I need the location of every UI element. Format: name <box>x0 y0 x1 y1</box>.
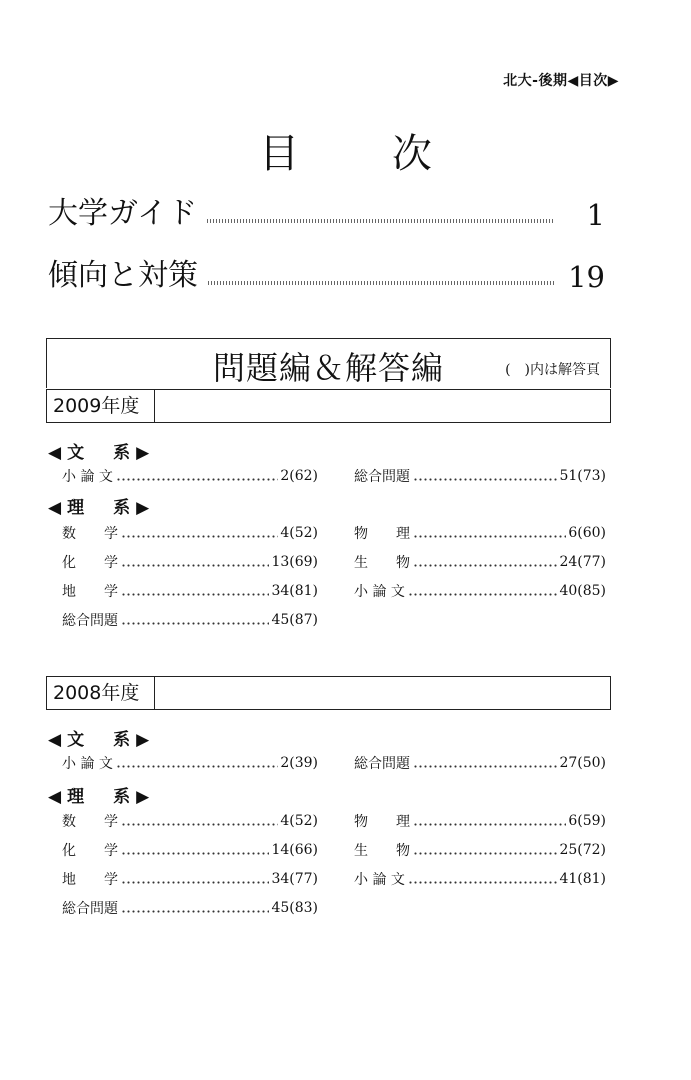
year-header-2009 <box>46 389 611 423</box>
entry-label: 総合問題 <box>62 901 118 917</box>
leader-dots <box>208 281 555 285</box>
toc-entry[interactable] <box>62 609 318 631</box>
toc-entry[interactable] <box>354 752 606 774</box>
entry-page: 6(59) <box>568 813 606 829</box>
entry-page: 51(73) <box>559 468 606 484</box>
leader-dots <box>408 881 558 884</box>
leader-dots <box>207 219 555 223</box>
leader-dots <box>413 823 566 826</box>
section-heading-humanities: ◀文 系▶ <box>48 730 156 750</box>
leader-dots <box>121 852 269 855</box>
toc-entry[interactable] <box>62 868 318 890</box>
toc-entry[interactable] <box>62 752 318 774</box>
toc-trends-page: 19 <box>568 260 605 294</box>
toc-entry[interactable] <box>354 580 606 602</box>
leader-dots <box>121 622 269 625</box>
toc-entry[interactable] <box>354 839 606 861</box>
toc-entry[interactable] <box>354 465 606 487</box>
year-label: 2008年度 <box>47 677 155 709</box>
entry-label: 物 理 <box>354 814 410 830</box>
toc-entry[interactable] <box>354 551 606 573</box>
toc-entry[interactable] <box>354 868 606 890</box>
leader-dots <box>121 881 269 884</box>
leader-dots <box>413 478 557 481</box>
banner-note: ( )内は解答頁 <box>505 362 600 378</box>
entry-page: 34(81) <box>271 583 318 599</box>
toc-entry[interactable] <box>62 810 318 832</box>
entry-page: 13(69) <box>271 554 318 570</box>
entry-page: 14(66) <box>271 842 318 858</box>
year-label: 2009年度 <box>47 390 155 422</box>
toc-entry[interactable] <box>62 839 318 861</box>
leader-dots <box>413 852 557 855</box>
running-header: 北大-後期◀目次▶ <box>503 73 619 89</box>
leader-dots <box>408 593 558 596</box>
toc-guide-row[interactable] <box>48 192 605 232</box>
entry-label: 総合問題 <box>354 756 410 772</box>
entry-label: 物 理 <box>354 526 410 542</box>
leader-dots <box>121 823 278 826</box>
toc-entry[interactable] <box>62 465 318 487</box>
page-title: 目 次 <box>259 131 472 177</box>
toc-guide-label: 大学ガイド <box>48 196 198 231</box>
entry-label: 小 論 文 <box>62 756 113 772</box>
entry-label: 小 論 文 <box>354 584 405 600</box>
section-heading-humanities: ◀文 系▶ <box>48 443 156 463</box>
entry-page: 34(77) <box>271 871 318 887</box>
entry-page: 6(60) <box>568 525 606 541</box>
entry-label: 小 論 文 <box>62 469 113 485</box>
leader-dots <box>413 564 557 567</box>
entry-page: 45(87) <box>271 612 318 628</box>
section-banner <box>46 338 611 388</box>
entry-label: 数 学 <box>62 814 118 830</box>
entry-page: 40(85) <box>559 583 606 599</box>
toc-entry[interactable] <box>354 810 606 832</box>
entry-page: 4(52) <box>280 813 318 829</box>
entry-label: 総合問題 <box>354 469 410 485</box>
toc-entry[interactable] <box>62 551 318 573</box>
entry-label: 地 学 <box>62 872 118 888</box>
banner-title: 問題編＆解答編 <box>212 349 444 387</box>
year-header-2008 <box>46 676 611 710</box>
toc-entry[interactable] <box>62 897 318 919</box>
leader-dots <box>116 478 278 481</box>
leader-dots <box>413 535 566 538</box>
entry-page: 41(81) <box>559 871 606 887</box>
toc-entry[interactable] <box>354 522 606 544</box>
leader-dots <box>121 593 269 596</box>
leader-dots <box>121 535 278 538</box>
entry-label: 地 学 <box>62 584 118 600</box>
entry-label: 生 物 <box>354 555 410 571</box>
entry-label: 化 学 <box>62 843 118 859</box>
entry-page: 4(52) <box>280 525 318 541</box>
entry-page: 2(39) <box>280 755 318 771</box>
toc-entry[interactable] <box>62 522 318 544</box>
section-heading-sciences: ◀理 系▶ <box>48 498 156 518</box>
entry-label: 生 物 <box>354 843 410 859</box>
toc-trends-row[interactable] <box>48 254 605 294</box>
toc-guide-page: 1 <box>586 198 605 232</box>
leader-dots <box>121 564 269 567</box>
entry-page: 27(50) <box>559 755 606 771</box>
entry-label: 数 学 <box>62 526 118 542</box>
entry-page: 45(83) <box>271 900 318 916</box>
entry-page: 25(72) <box>559 842 606 858</box>
entry-label: 化 学 <box>62 555 118 571</box>
leader-dots <box>413 765 557 768</box>
section-heading-sciences: ◀理 系▶ <box>48 787 156 807</box>
entry-page: 2(62) <box>280 468 318 484</box>
toc-trends-label: 傾向と対策 <box>48 258 198 293</box>
toc-entry[interactable] <box>62 580 318 602</box>
entry-page: 24(77) <box>559 554 606 570</box>
leader-dots <box>116 765 278 768</box>
entry-label: 総合問題 <box>62 613 118 629</box>
entry-label: 小 論 文 <box>354 872 405 888</box>
leader-dots <box>121 910 269 913</box>
